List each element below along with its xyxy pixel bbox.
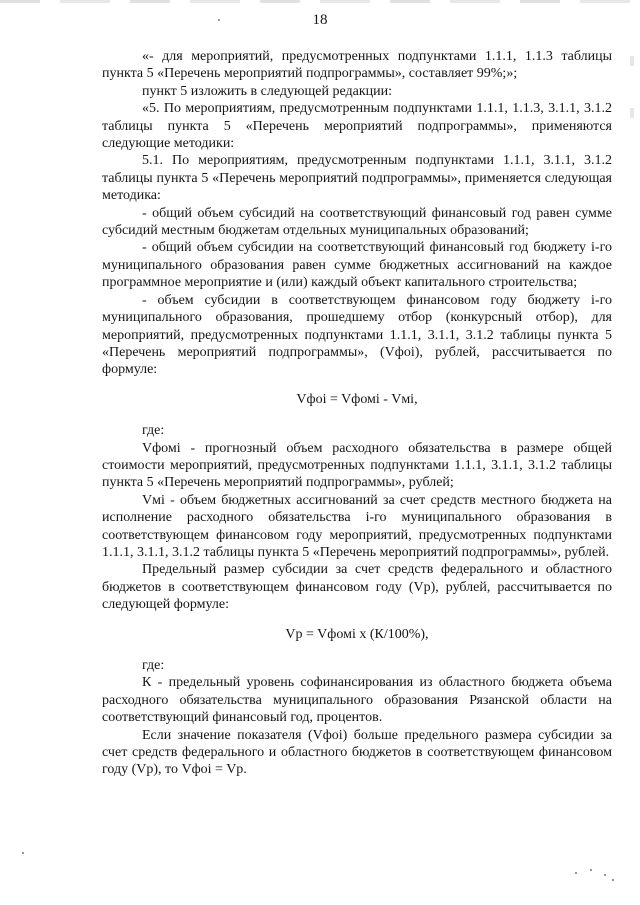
scan-margin-mark <box>630 56 634 66</box>
paragraph-vfoi-limit: Если значение показателя (Vфоi) больше предельного размера субсидии за счет средств федерального и областного бюджетов в соответствующем финансовом году (Vp), то Vфоi = Vp. <box>102 727 612 778</box>
scan-speck <box>575 872 577 874</box>
where-label-2: где: <box>142 658 165 673</box>
scan-speck <box>22 852 24 854</box>
where-label-1: где: <box>142 423 165 439</box>
paragraph-subsidy-per-municipality: - общий объем субсидии на соответствующий финансовый год бюджету i-го муниципального образования равен сумме бюджетных ассигнований на каждое программное мероприятие и (или) каждый объект капитального строительства; <box>102 240 612 291</box>
definition-vmi: Vмi - объем бюджетных ассигнований за счет средств местного бюджета на исполнение расходного обязательства i-го муниципального образования в соответствующем финансовом году мероприятий, предусмотренных подпунктами 1.1.1, 3.1.1, 3.1.2 таблицы пункта 5 «Перечень мероприятий подпрограммы», рублей. <box>102 492 612 560</box>
definition-vfomi: Vфомi - прогнозный объем расходного обязательства в размере общей стоимости мероприятий, предусмотренных подпунктами 1.1.1, 3.1.1, 3.1.2 таблицы пункта 5 «Перечень мероприятий подпрограммы», рублей; <box>102 440 612 491</box>
paragraph-item-5-1: 5.1. По мероприятиям, предусмотренным подпунктами 1.1.1, 3.1.1, 3.1.2 таблицы пункта 5 «Перечень мероприятий подпрограммы», применяется следующая методика: <box>102 153 612 204</box>
paragraph-item-5: «5. По мероприятиям, предусмотренным подпунктами 1.1.1, 1.1.3, 3.1.1, 3.1.2 таблицы пункта 5 «Перечень мероприятий подпрограммы», применяются следующие методики: <box>102 101 612 152</box>
page-number: 18 <box>312 12 328 28</box>
scan-margin-mark <box>630 108 634 118</box>
paragraph-total-subsidies: - общий объем субсидий на соответствующий финансовый год равен сумме субсидий местным бюджетам отдельных муниципальных образований; <box>102 205 612 239</box>
paragraph-amend-item-5: пункт 5 изложить в следующей редакции: <box>142 83 392 99</box>
paragraph-subsidy-formula-intro: - объем субсидии в соответствующем финансовом году бюджету i-го муниципального образования, прошедшему отбор (конкурсный отбор), для мероприятий, предусмотренных подпунктами 1.1.1, 3.1.1, 3.1.2 таблицы пункта 5 «Перечень мероприятий подпрограммы», (Vфоi), рублей, рассчитывается по формуле: <box>102 292 612 378</box>
scan-edge-artifact <box>0 0 640 3</box>
paragraph-cofinancing-rate: «- для мероприятий, предусмотренных подпунктами 1.1.1, 1.1.3 таблицы пункта 5 «Перечень мероприятий подпрограммы», составляет 99%;»; <box>102 49 612 82</box>
scan-speck <box>604 874 606 876</box>
definition-k: К - предельный уровень софинансирования из областного бюджета объема расходного обязательства муниципального образования Рязанской области на соответствующий финансовый год, процентов. <box>102 675 612 726</box>
scan-speck <box>612 879 614 881</box>
document-body <box>102 48 612 779</box>
paragraph-max-subsidy: Предельный размер субсидии за счет средств федерального и областного бюджетов в соответствующем финансовом году (Vp), рублей, рассчитывается по следующей формуле: <box>102 562 612 613</box>
scan-speck <box>590 869 592 871</box>
formula-vp: Vp = Vфомi x (К/100%), <box>285 626 429 642</box>
formula-vfoi: Vфоi = Vфомi - Vмi, <box>296 391 418 407</box>
